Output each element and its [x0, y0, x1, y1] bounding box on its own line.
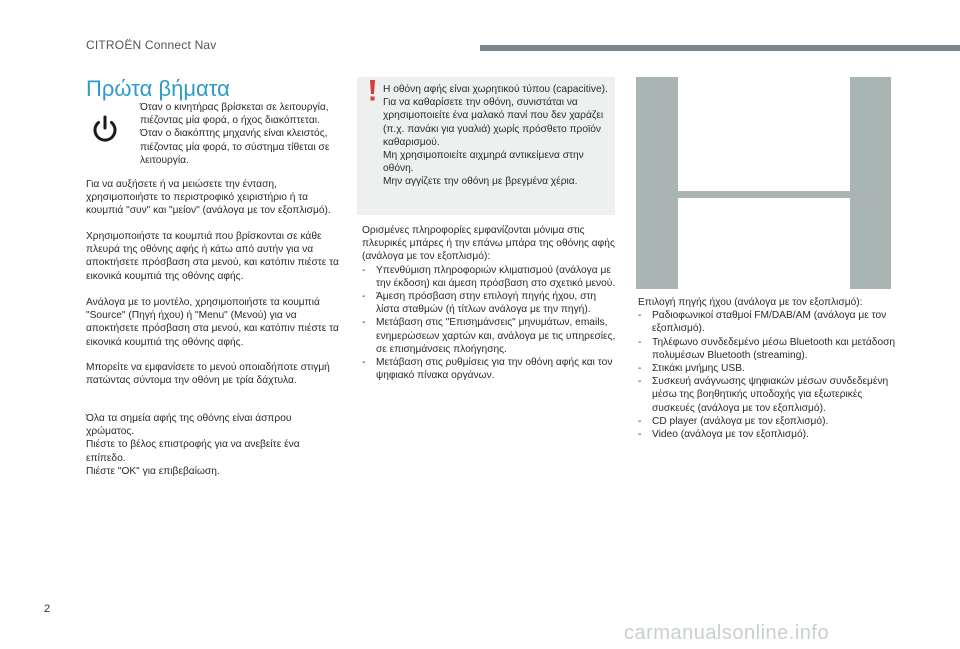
- power-icon: [88, 112, 122, 146]
- power-text: Όταν ο κινητήρας βρίσκεται σε λειτουργία, πιέζοντας μία φορά, ο ήχος διακόπτεται. Όταν ο διακόπτης μηχανής είναι κλειστός, πιέζοντας μία φορά, το σύστημα τίθεται σε λειτουργία.: [140, 102, 330, 166]
- list-item: - Άμεση πρόσβαση στην επιλογή πηγής ήχου, στη λίστα σταθμών (ή τίτλων ανάλογα με την πηγή).: [362, 291, 597, 316]
- warning-text: Η οθόνη αφής είναι χωρητικού τύπου (capacitive). Για να καθαρίσετε την οθόνη, συνιστάται να χρησιμοποιείτε ένα μαλακό πανί που δεν χαράζει (π.χ. πανάκι για γυαλιά) χωρίς πρόσθετο προϊόν καθαρισμού. Μη χρησιμοποιείτε αιχμηρά αντικείμενα στην οθόνη. Μην αγγίζετε την οθόνη με βρεγμένα χέρια.: [383, 84, 608, 188]
- list-item: - Συσκευή ανάγνωσης ψηφιακών μέσων συνδεδεμένη μέσω της βοηθητικής υποδοχής για εξωτερικές συσκευές (ανάλογα με τον εξοπλισμό).: [638, 376, 889, 414]
- model-text: Ανάλογα με το μοντέλο, χρησιμοποιήστε τα κουμπιά "Source" (Πηγή ήχου) ή "Menu" (Μενού) για να αποκτήσετε πρόσβαση στα μενού, και κατόπιν πιέστε τα εικονικά κουμπιά της οθόνης αφής.: [86, 297, 339, 348]
- menu-text: Μπορείτε να εμφανίσετε το μενού οποιαδήποτε στιγμή πατώντας σύντομα την οθόνη με τρία δάχτυλα.: [86, 362, 330, 387]
- sources-list: [638, 309, 896, 441]
- exclamation-warning-icon: [369, 80, 376, 102]
- screen-illustration-bottom: [678, 198, 850, 289]
- list-item: - Στικάκι μνήμης USB.: [638, 363, 745, 375]
- list-item: - Μετάβαση στις "Επισημάνσεις" μηνυμάτων, emails, ενημερώσεων χαρτών και, ανάλογα με τις υπηρεσίες, σε επισημάνσεις πλοήγησης.: [362, 317, 616, 355]
- screen-illustration-top: [678, 77, 850, 191]
- page-number: 2: [44, 603, 51, 615]
- header-brand: CITROËN Connect Nav: [86, 38, 217, 52]
- info-bars-text: Ορισμένες πληροφορίες εμφανίζονται μόνιμα στις πλευρικές μπάρες ή την επάνω μπάρα της οθόνης αφής (ανάλογα με τον εξοπλισμό): - Υπενθύμιση πληροφοριών κλιματισμού (ανάλογα με την έκδοση) και άμεση πρόσβαση στο σχετικό μενού. - Άμεση πρόσβαση στην επιλογή πηγής ήχου, στη λίστα σταθμών (ή τίτλων ανάλογα με την πηγή). - Μετάβαση στις "Επισημάνσεις" μηνυμάτων, emails, ενημερώσεων χαρτών και, ανάλογα με τις υπηρεσίες, σε επισημάνσεις πλοήγησης. - Μετάβαση στις ρυθμίσεις για την οθόνη αφής και τον ψηφιακό πίνακα οργάνων.: [362, 225, 616, 382]
- list-item: - Ραδιοφωνικοί σταθμοί FM/DAB/AM (ανάλογα με τον εξοπλισμό).: [638, 310, 887, 335]
- info-bars-list: [362, 264, 616, 383]
- list-item: - Μετάβαση στις ρυθμίσεις για την οθόνη αφής και τον ψηφιακό πίνακα οργάνων.: [362, 357, 613, 382]
- list-item: - Τηλέφωνο συνδεδεμένο μέσω Bluetooth και μετάδοση πολυμέσων Bluetooth (streaming).: [638, 336, 896, 361]
- watermark: carmanualsonline.info: [624, 622, 830, 644]
- header-rule: [480, 45, 960, 51]
- list-item: - CD player (ανάλογα με τον εξοπλισμό).: [638, 415, 829, 427]
- buttons-text: Χρησιμοποιήστε τα κουμπιά που βρίσκονται σε κάθε πλευρά της οθόνης αφής ή κάτω από αυτήν για να αποκτήσετε πρόσβαση στα μενού, και κατόπιν πιέστε τα εικονικά κουμπιά της οθόνης αφής.: [86, 231, 339, 282]
- list-item: - Video (ανάλογα με τον εξοπλισμό).: [638, 429, 809, 441]
- list-item: - Υπενθύμιση πληροφοριών κλιματισμού (ανάλογα με την έκδοση) και άμεση πρόσβαση στο σχετικό μενού.: [362, 264, 616, 289]
- sources-text: Επιλογή πηγής ήχου (ανάλογα με τον εξοπλισμό): - Ραδιοφωνικοί σταθμοί FM/DAB/AM (ανάλογα με τον εξοπλισμό). - Τηλέφωνο συνδεδεμένο μέσω Bluetooth και μετάδοση πολυμέσων Bluetooth (streaming). - Στικάκι μνήμης USB. - Συσκευή ανάγνωσης ψηφιακών μέσων συνδεδεμένη μέσω της βοηθητικής υποδοχής για εξωτερικές συσκευές (ανάλογα με τον εξοπλισμό). - CD player (ανάλογα με τον εξοπλισμό). - Video (ανάλογα με τον εξοπλισμό).: [638, 297, 896, 441]
- touch-info-text: Όλα τα σημεία αφής της οθόνης είναι άσπρου χρώματος. Πιέστε το βέλος επιστροφής για να ανεβείτε ένα επίπεδο. Πιέστε "OK" για επιβεβαίωση.: [86, 413, 300, 477]
- page-title: Πρώτα βήματα: [86, 75, 230, 101]
- volume-text: Για να αυξήσετε ή να μειώσετε την ένταση, χρησιμοποιήστε το περιστροφικό χειριστήριο ή τα κουμπιά "συν" και "μείον" (ανάλογα με τον εξοπλισμό).: [86, 179, 331, 217]
